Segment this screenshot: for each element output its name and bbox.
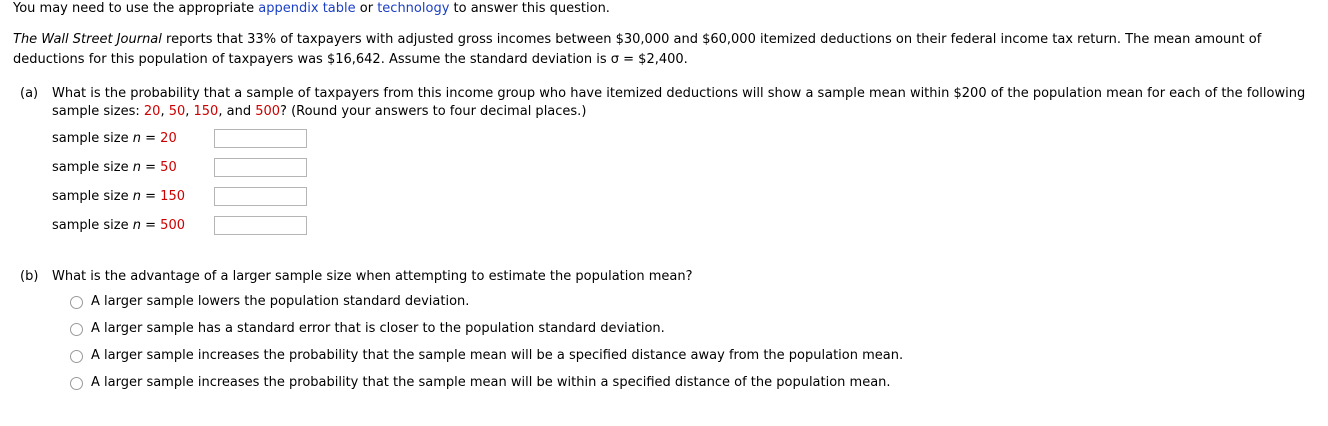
part-b-label: (b) bbox=[20, 269, 39, 284]
technology-link[interactable]: technology bbox=[377, 1, 450, 16]
option-4-radio[interactable] bbox=[70, 377, 83, 390]
intro-middle: or bbox=[355, 1, 378, 16]
row-label-n-50: sample size n = 50 bbox=[52, 160, 177, 175]
option-3-text: A larger sample increases the probability that the sample mean will be a specified distance away from the population mean. bbox=[91, 348, 904, 363]
option-1-text: A larger sample lowers the population standard deviation. bbox=[91, 294, 470, 309]
sample-size-150: 150 bbox=[193, 104, 219, 119]
intro-suffix: to answer this question. bbox=[449, 1, 610, 16]
option-1-radio[interactable] bbox=[70, 296, 83, 309]
answer-input-n-50[interactable] bbox=[214, 158, 307, 177]
appendix-table-link[interactable]: appendix table bbox=[258, 1, 356, 16]
row-label-n-150: sample size n = 150 bbox=[52, 189, 185, 204]
part-a-question-line-2: sample sizes: 20, 50, 150, and 500? (Round your answers to four decimal places.) bbox=[52, 104, 587, 119]
option-3-radio[interactable] bbox=[70, 350, 83, 363]
problem-line-1 bbox=[13, 31, 1261, 49]
problem-line-1-rest: reports that 33% of taxpayers with adjusted gross incomes between $30,000 and $60,000 itemized deductions on their federal income tax return. The mean amount of bbox=[161, 32, 1262, 47]
part-b-question: What is the advantage of a larger sample size when attempting to estimate the population mean? bbox=[52, 269, 693, 284]
problem-line-2: deductions for this population of taxpayers was $16,642. Assume the standard deviation is σ = $2,400. bbox=[13, 52, 688, 67]
intro-prefix: You may need to use the appropriate bbox=[13, 1, 259, 16]
sample-size-50: 50 bbox=[168, 104, 186, 119]
option-2-radio[interactable] bbox=[70, 323, 83, 336]
intro-line bbox=[13, 0, 610, 18]
row-label-n-20: sample size n = 20 bbox=[52, 131, 177, 146]
option-2-text: A larger sample has a standard error that is closer to the population standard deviation. bbox=[91, 321, 665, 336]
sample-size-500: 500 bbox=[255, 104, 281, 119]
answer-input-n-150[interactable] bbox=[214, 187, 307, 206]
option-4-text: A larger sample increases the probability that the sample mean will be within a specified distance of the population mean. bbox=[91, 375, 891, 390]
part-a-question-line-1: What is the probability that a sample of taxpayers from this income group who have itemized deductions will show a sample mean within $200 of the population mean for each of the following bbox=[52, 86, 1306, 101]
row-label-n-500: sample size n = 500 bbox=[52, 218, 185, 233]
sample-size-20: 20 bbox=[143, 104, 161, 119]
answer-input-n-20[interactable] bbox=[214, 129, 307, 148]
answer-input-n-500[interactable] bbox=[214, 216, 307, 235]
source-title: The Wall Street Journal bbox=[13, 32, 162, 47]
part-a-label: (a) bbox=[20, 86, 39, 101]
